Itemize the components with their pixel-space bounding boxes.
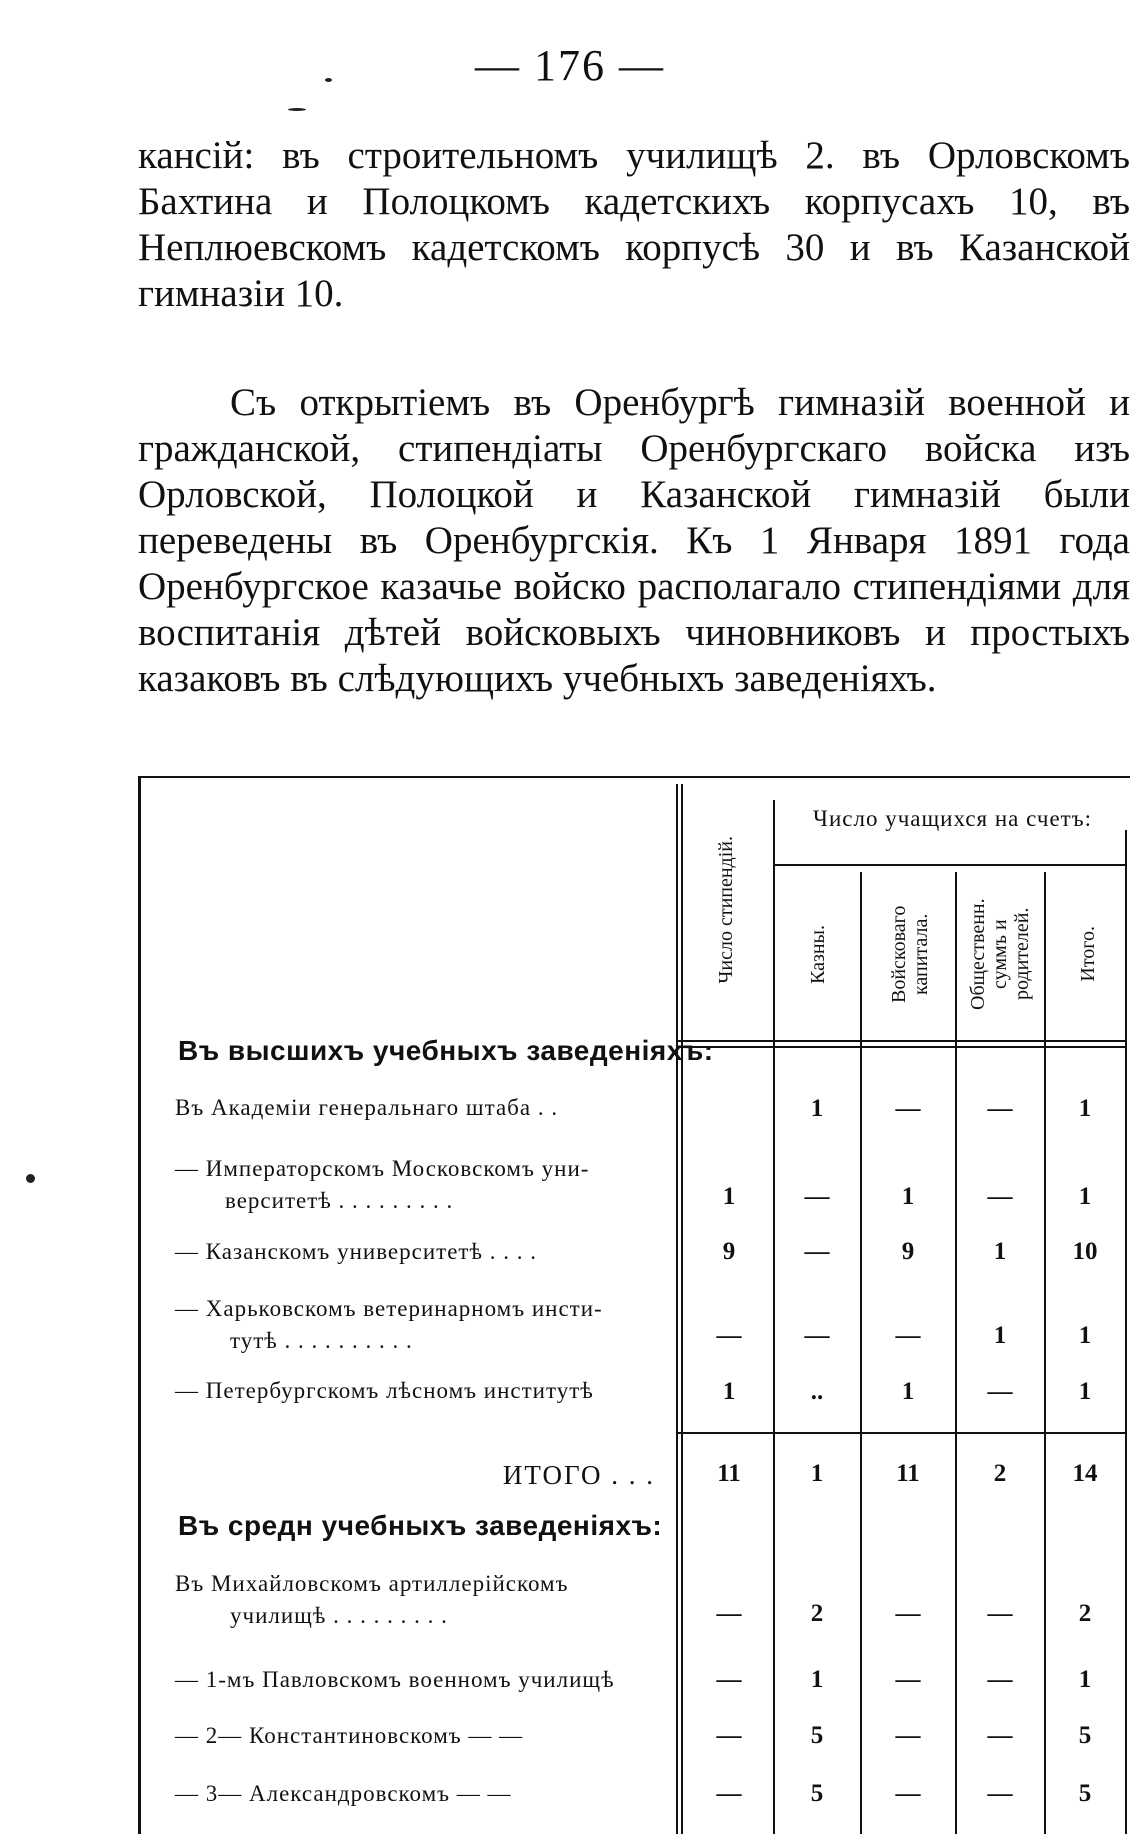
table-row-label: Въ Михайловскомъ артиллерійскомъ училищѣ . . . . . . . . . xyxy=(175,1571,569,1628)
cell-treasury: 2 xyxy=(810,1600,824,1627)
header-stipends: Число стипендій. xyxy=(714,836,737,984)
cell-military-capital: — xyxy=(895,1780,921,1807)
cell-total: 1 xyxy=(1078,1183,1092,1210)
section-heading-secondary: Въ средн учебныхъ заведеніяхъ: xyxy=(178,1510,663,1541)
paragraph-continued: кансій: въ строительномъ училищѣ 2. въ Орловскомъ Бахтина и Полоцкомъ кадетскихъ корпусахъ 10, въ Неплюевскомъ кадетскомъ корпусѣ 30 и въ Казанской гимназіи 10. xyxy=(138,134,1130,315)
cell-stipends: 1 xyxy=(722,1183,736,1210)
cell-treasury: — xyxy=(804,1183,830,1210)
cell-treasury-total: 1 xyxy=(810,1460,824,1487)
cell-public-funds-total: 2 xyxy=(993,1460,1007,1487)
cell-stipends: 1 xyxy=(722,1378,736,1405)
table-row-label: — 2— Константиновскомъ — — xyxy=(175,1723,524,1748)
cell-military-capital: 9 xyxy=(901,1238,915,1265)
cell-military-capital: — xyxy=(895,1666,921,1693)
header-total: Итого. xyxy=(1076,926,1099,982)
cell-treasury: 5 xyxy=(810,1722,824,1749)
col-rule xyxy=(676,784,678,1834)
cell-total: 2 xyxy=(1078,1600,1092,1627)
cell-military-capital: — xyxy=(895,1322,921,1349)
cell-public-funds: — xyxy=(987,1666,1013,1693)
header-treasury: Казны. xyxy=(806,924,829,984)
cell-stipends: 9 xyxy=(722,1238,736,1265)
print-speck xyxy=(325,78,332,82)
header-military-capital: Войсковаго капитала. xyxy=(887,905,932,1003)
cell-military-capital: 1 xyxy=(901,1378,915,1405)
table-border-left xyxy=(138,776,141,1834)
table-row-label: — Казанскомъ университетѣ . . . . xyxy=(175,1239,537,1264)
cell-grand-total: 14 xyxy=(1072,1460,1098,1487)
cell-total: 1 xyxy=(1078,1322,1092,1349)
cell-public-funds: — xyxy=(987,1378,1013,1405)
cell-treasury: 5 xyxy=(810,1780,824,1807)
cell-military-capital-total: 11 xyxy=(896,1460,920,1487)
cell-stipends: — xyxy=(716,1600,742,1627)
table-row-label: — Харьковскомъ ветеринарномъ инсти- тутѣ . . . . . . . . . . xyxy=(175,1296,603,1353)
cell-total: 1 xyxy=(1078,1666,1092,1693)
cell-total: 1 xyxy=(1078,1095,1092,1122)
cell-total: 10 xyxy=(1072,1238,1098,1265)
cell-treasury: — xyxy=(804,1322,830,1349)
cell-total: 5 xyxy=(1078,1780,1092,1807)
cell-stipends: — xyxy=(716,1780,742,1807)
cell-military-capital: 1 xyxy=(901,1183,915,1210)
page-number: — 176 — xyxy=(475,41,665,90)
cell-total: 1 xyxy=(1078,1378,1092,1405)
cell-public-funds: — xyxy=(987,1722,1013,1749)
cell-military-capital: — xyxy=(895,1600,921,1627)
cell-stipends: — xyxy=(716,1722,742,1749)
table-row-label: Въ Академіи генеральнаго штаба . . xyxy=(175,1095,559,1120)
cell-military-capital: — xyxy=(895,1095,921,1122)
header-bottom-rule xyxy=(678,1040,1127,1042)
cell-public-funds: 1 xyxy=(993,1322,1007,1349)
subheader-rule xyxy=(775,864,1125,866)
cell-public-funds: 1 xyxy=(993,1238,1007,1265)
cell-treasury: 1 xyxy=(810,1095,824,1122)
col-rule xyxy=(860,872,862,1834)
header-bottom-rule xyxy=(678,1046,1127,1048)
cell-stipends: — xyxy=(716,1666,742,1693)
cell-stipends-total: 11 xyxy=(717,1460,741,1487)
print-speck xyxy=(288,108,306,111)
cell-public-funds: — xyxy=(987,1600,1013,1627)
table-row-label: — Петербургскомъ лѣсномъ институтѣ xyxy=(175,1378,594,1403)
cell-treasury: .. xyxy=(810,1378,824,1405)
cell-public-funds: — xyxy=(987,1095,1013,1122)
section-heading-higher: Въ высшихъ учебныхъ заведеніяхъ: xyxy=(178,1035,714,1066)
cell-public-funds: — xyxy=(987,1183,1013,1210)
table-row-label: — Императорскомъ Московскомъ уни- верситетѣ . . . . . . . . . xyxy=(175,1156,590,1213)
print-speck xyxy=(26,1174,35,1183)
cell-public-funds: — xyxy=(987,1780,1013,1807)
table-border-right xyxy=(1125,830,1127,1834)
table-top-rule xyxy=(141,776,1130,778)
cell-treasury: 1 xyxy=(810,1666,824,1693)
cell-total: 5 xyxy=(1078,1722,1092,1749)
col-rule xyxy=(955,872,957,1834)
cell-stipends: — xyxy=(716,1322,742,1349)
cell-treasury: — xyxy=(804,1238,830,1265)
cell-military-capital: — xyxy=(895,1722,921,1749)
table-row-label: — 3— Александровскомъ — — xyxy=(175,1781,512,1806)
col-rule xyxy=(773,800,775,1834)
total-label: ИТОГО . . . xyxy=(502,1460,655,1490)
table-row-label: — 1-мъ Павловскомъ военномъ училищѣ xyxy=(175,1667,615,1692)
paragraph-orenburg: Съ открытіемъ въ Оренбургѣ гимназій военной и гражданской, стипендіаты Оренбургскаго войска изъ Орловской, Полоцкой и Казанской гимназій были переведены въ Оренбургскія. Къ 1 Января 1891 года Оренбургское казачье войско располагало стипендіями для воспитанія дѣтей войсковыхъ чиновниковъ и простыхъ казаковъ въ слѣдующихъ учебныхъ заведеніяхъ. xyxy=(138,381,1130,700)
header-public-funds: Общественн. суммъ и родителей. xyxy=(966,898,1033,1010)
total-rule xyxy=(678,1432,1127,1434)
header-students-on-account: Число учащихся на счетъ: xyxy=(813,806,1092,831)
col-rule xyxy=(681,784,683,1834)
